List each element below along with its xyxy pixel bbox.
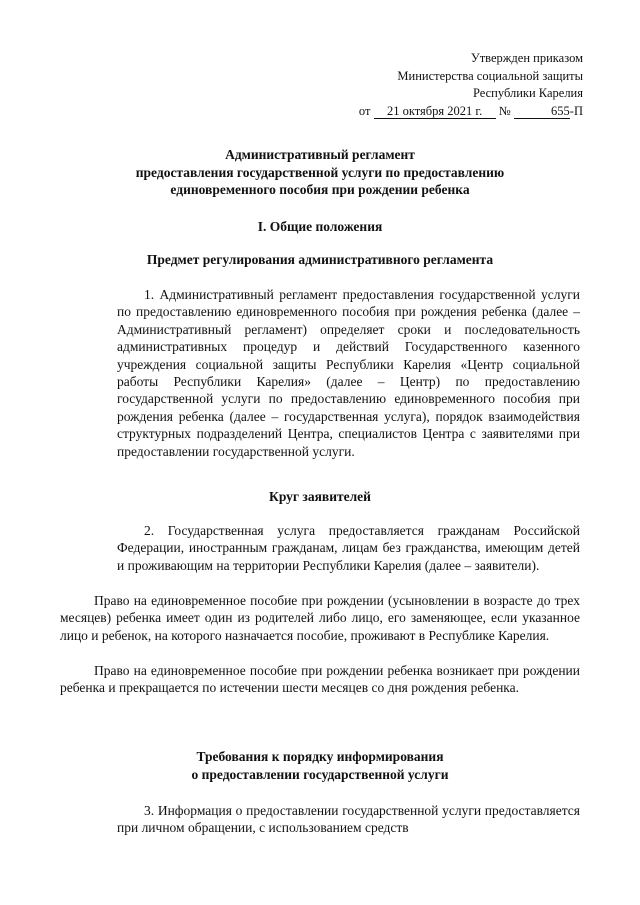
paragraph-2: 2. Государственная услуга предоставляется гражданам Российской Федерации, иностранным гражданам, лицам без гражданства, имеющим детей и проживающим на территории Республики Карелия (далее – заявители). [117,523,580,573]
approval-line-3: Республики Карелия [472,86,583,100]
subject-heading: Предмет регулирования административного регламента [146,252,494,267]
informing-heading-line-2: о предоставлении государственной услуги [191,766,449,782]
applicants-heading: Круг заявителей [269,489,371,504]
paragraph-4: Право на единовременное пособие при рождении ребенка возникает при рождении ребенка и прекращается по истечении шести месяцев со дня рождения ребенка. [60,663,580,696]
approval-date-line [263,103,583,121]
title-line-2: предоставления государственной услуги по предоставлению [135,164,505,180]
paragraph-5: 3. Информация о предоставлении государственной услуги предоставляется при личном обращении, с использованием средств [117,803,580,836]
informing-heading-line-1: Требования к порядку информирования [196,749,444,764]
approval-prefix: от [358,103,371,118]
approval-block [263,50,583,120]
approval-line-2: Министерства социальной защиты [397,68,583,83]
title-line-1: Административный регламент [225,147,415,162]
paragraph-3: Право на единовременное пособие при рождении (усыновлении в возрасте до трех месяцев) ребенка имеет один из родителей либо лицо, его заменяющее, если указанное лицо и ребенок, на которого назначается пособие, проживают в Республике Карелия. [60,593,580,643]
approval-date: 21 октября 2021 г. [374,104,496,119]
approval-suffix: -П [569,103,583,118]
title-line-3: единовременного пособия при рождении ребенка [170,182,470,197]
document-title [60,146,580,199]
informing-heading [60,748,580,783]
approval-number-sign: № [498,103,511,118]
approval-number: 655 [514,104,570,119]
paragraph-1: 1. Административный регламент предоставления государственной услуги по предоставлению единовременного пособия при рождения ребенка (далее – Административный регламент) определяет сроки и последовательность административных процедур и действий Государственного казенного учреждения социальной защиты Республики Карелия «Центр социальной работы Республики Карелия» (далее – Центр) по предоставлению государственной услуги по предоставлению единовременного пособия при рождения ребенка (далее – государственная услуга), порядок взаимодействия структурных подразделений Центра, специалистов Центра с заявителями при предоставлении государственной услуги. [117,287,580,459]
section-heading-general: I. Общие положения [257,219,383,234]
approval-line-1: Утвержден приказом [470,51,583,65]
